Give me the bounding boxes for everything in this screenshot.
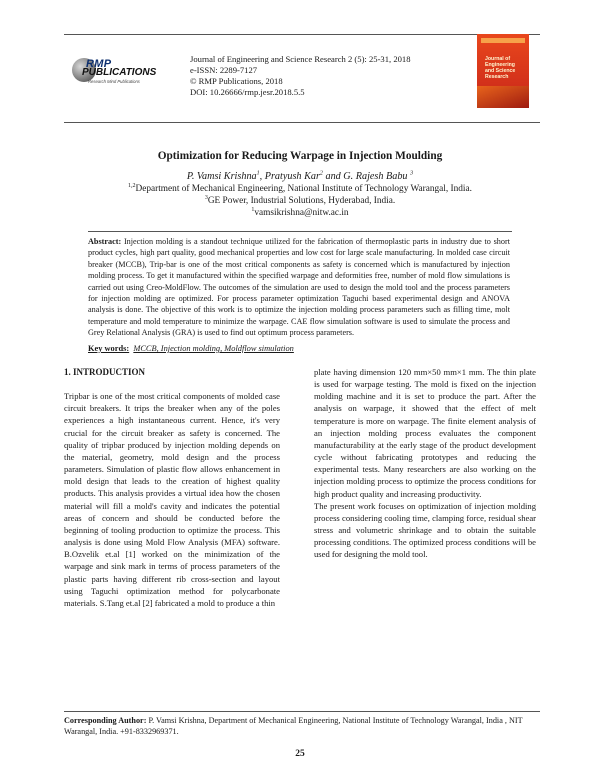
author-separator: , xyxy=(259,171,263,182)
author-sup: 1 xyxy=(256,170,260,177)
corresponding-text: P. Vamsi Krishna, Department of Mechanical Engineering, National Institute of Technology Warangal, India , NIT Warangal, India. +91-8332969371. xyxy=(64,716,523,736)
journal-cover-image xyxy=(477,34,529,108)
cover-artwork xyxy=(477,86,529,108)
author-name: Pratyush Kar xyxy=(264,171,320,182)
abstract xyxy=(88,236,510,339)
intro-paragraph: plate having dimension 120 mm×50 mm×1 mm. The thin plate is used for warpage testing. The mold is fixed on the injection molding machine and it is set to produce the part. After the analysis on warpage, it showed that the effect of melt temperature is more on warpage. The finite element analysis of an injection molding process evaluates the component manufacturability at the early stage of the product development cycle without fabricating prototypes and reducing the experimental tests. Many researchers are also working on the injection molding process to optimize the process conditions for high product quality and increasing productivity. xyxy=(314,367,536,499)
author-name: P. Vamsi Krishna xyxy=(186,171,257,182)
affiliation-text: GE Power, Industrial Solutions, Hyderabad, India. xyxy=(207,196,396,206)
abstract-label: Abstract: xyxy=(88,237,122,246)
keywords-value: MCCB, Injection molding, Moldflow simulation xyxy=(133,344,294,353)
right-column xyxy=(314,366,536,561)
affiliation-1 xyxy=(0,183,600,195)
logo-tagline: Research Mind Publications xyxy=(88,79,140,84)
affiliation-2 xyxy=(0,195,600,207)
cover-top-band xyxy=(481,38,525,43)
email-text: vamsikrishna@nitw.ac.in xyxy=(254,208,349,218)
keywords-label: Key words: xyxy=(88,344,130,353)
keywords xyxy=(88,344,294,353)
publisher-logo xyxy=(72,56,180,86)
logo-publications-text: PUBLICATIONS xyxy=(82,67,157,78)
journal-copyright: © RMP Publications, 2018 xyxy=(190,76,283,86)
corresponding-author xyxy=(64,715,536,737)
journal-eissn: e-ISSN: 2289-7127 xyxy=(190,65,258,75)
author-separator: and xyxy=(325,171,341,182)
journal-citation: Journal of Engineering and Science Research 2 (5): 25-31, 2018 xyxy=(190,54,411,64)
abstract-top-rule xyxy=(88,231,512,232)
cover-title: Journal of Engineering and Science Research xyxy=(485,56,516,80)
author-sup: 3 xyxy=(410,170,414,177)
author-list xyxy=(0,171,600,182)
left-column xyxy=(64,366,280,609)
section-heading: 1. INTRODUCTION xyxy=(64,367,146,377)
paper-title: Optimization for Reducing Warpage in Injection Moulding xyxy=(157,150,443,162)
header-bottom-rule xyxy=(64,122,540,123)
affiliation-text: Department of Mechanical Engineering, National Institute of Technology Warangal, India. xyxy=(135,184,472,194)
corresponding-label: Corresponding Author: xyxy=(64,716,147,725)
header-top-rule xyxy=(64,34,540,35)
logo-rmp-text: RMP xyxy=(86,58,112,70)
abstract-text: Injection molding is a standout technique utilized for the fabrication of thermoplastic parts in industry due to short product cycles, high part quality, good mechanical properties and low cost for large scale manufacturing. In molded case circuit breaker (MCCB), Trip-bar is one of the most critical components as safety is concerned which is manufactured by injection molding process. To get it manufactured within the specified warpage and deformities free, number of mold flow simulations is carried out using Creo-MoldFlow. The outcomes of the simulation are used to design the mold tool and the process parameters for injection molding are optimized. For process parameter optimization Taguchi based experimental design and ANOVA analysis is done. The objective of this work is to optimize the injection molding process parameters such as filling time, molt temperature and mold temperature to minimize the warpage. CAE flow simulation software is used to simulate the process and Grey Relational Analysis (GRA) is used to find out optimum process parameters. xyxy=(88,237,510,338)
intro-paragraph: Tripbar is one of the most critical components of molded case circuit breakers. It trips the breaker when any of the poles experiences a high instantaneous current. Hence, it's very crucial for the circuit breaker as safety is concerned. The quality of tripbar produced by injection molding depends on the material, geometry, mold design and the process parameters. Simulation of plastic flow allows enhancement in mold design that leads to the creation of highest quality products. This analysis provides a virtual idea how the chosen material will fill a mold's cavity and indicates the potential areas of concern and should be conducted before the beginning of tooling production to optimize the process. This analysis is done using Mold Flow Analysis (MFA) software. B.Ozvelik et.al [1] worked on the minimization of the warpage and sink mark in terms of process parameters of the plastic parts having different rib cross-section and layout using Taguchi optimization method for polycarbonate materials. S.Tang et.al [2] fabricated a mold to produce a thin xyxy=(64,391,280,608)
page-number: 25 xyxy=(295,749,305,759)
journal-doi: DOI: 10.26666/rmp.jesr.2018.5.5 xyxy=(190,87,305,97)
affiliation-sup: 3 xyxy=(204,194,208,201)
author-sup: 2 xyxy=(319,170,323,177)
affiliation-sup: 1,2 xyxy=(128,182,136,189)
intro-paragraph: The present work focuses on optimization of injection molding process considering cooling time, clamping force, residual shear stress and volumetric shrinkage and to obtain the suitable processing conditions. The optimized process conditions will be used for designing the mold tool. xyxy=(314,500,536,560)
affiliation-sup: 1 xyxy=(251,206,255,213)
footnote-rule xyxy=(64,711,540,712)
author-name: G. Rajesh Babu xyxy=(343,171,408,182)
author-email xyxy=(0,207,600,219)
